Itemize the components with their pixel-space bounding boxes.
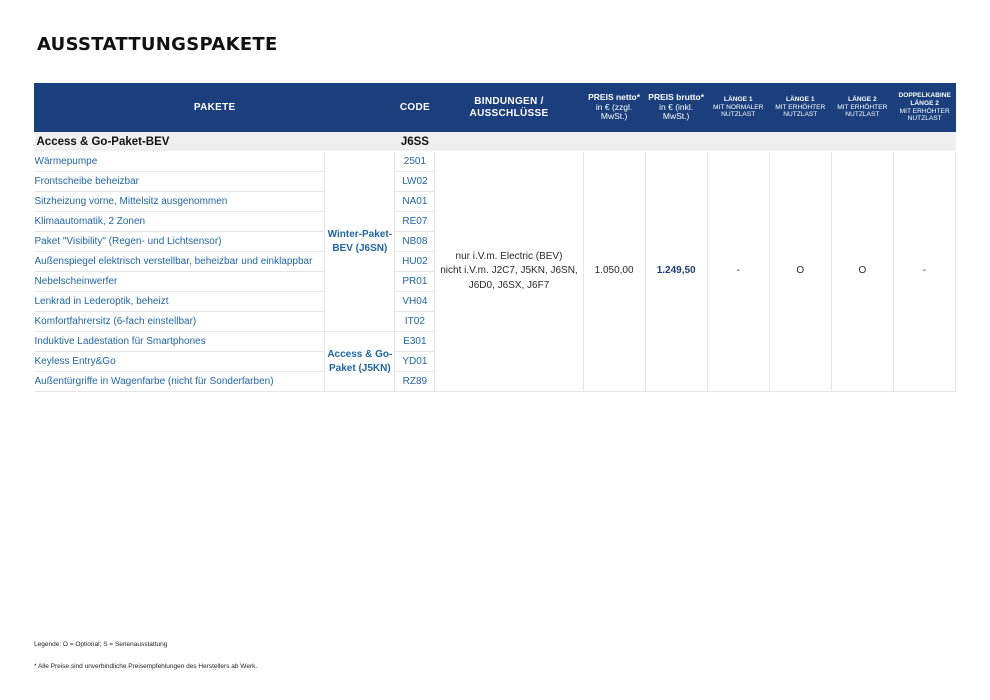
item-label: Außentürgriffe in Wagenfarbe (nicht für Sonderfarben) [35, 372, 325, 392]
header-pakete: PAKETE [35, 83, 395, 132]
header-laenge1-normal-title: LÄNGE 1 [723, 96, 753, 104]
item-code: HU02 [395, 252, 435, 272]
header-laenge1-normal [707, 83, 769, 132]
header-laenge2-erhoeht-sub: MIT ERHÖHTER NUTZLAST [837, 103, 888, 119]
item-label: Wärmepumpe [35, 152, 325, 172]
item-code: PR01 [395, 272, 435, 292]
header-code: CODE [395, 83, 435, 132]
table-header-row [35, 83, 956, 132]
item-code: NB08 [395, 232, 435, 252]
subpackage-access: Access & Go-Paket (J5KN) [325, 332, 395, 392]
header-preis-brutto-title: PREIS brutto* [648, 91, 705, 102]
header-doppelkabine [893, 83, 955, 132]
header-bindungen: BINDUNGEN / AUSSCHLÜSSE [435, 83, 583, 132]
header-preis-netto-sub: in € (zzgl. MwSt.) [595, 101, 633, 122]
bindungen-line-2: nicht i.V.m. J2C7, J5KN, J6SN, J6D0, J6SX, J6F7 [440, 265, 578, 291]
preis-netto-cell: 1.050,00 [583, 152, 645, 392]
item-code: IT02 [395, 312, 435, 332]
item-label: Außenspiegel elektrisch verstellbar, beheizbar und einklappbar [35, 252, 325, 272]
item-label: Sitzheizung vorne, Mittelsitz ausgenommen [35, 192, 325, 212]
header-laenge1-erhoeht-title: LÄNGE 1 [785, 96, 815, 104]
laenge1-normal-cell: - [707, 152, 769, 392]
package-group-code: J6SS [395, 132, 435, 152]
header-laenge1-erhoeht [769, 83, 831, 132]
header-doppelkabine-title: DOPPELKABINE LÄNGE 2 [898, 92, 951, 107]
header-laenge2-erhoeht [831, 83, 893, 132]
item-label: Paket "Visibility" (Regen- und Lichtsensor) [35, 232, 325, 252]
item-code: VH04 [395, 292, 435, 312]
item-code: RE07 [395, 212, 435, 232]
subpackage-winter: Winter-Paket-BEV (J6SN) [325, 152, 395, 332]
header-doppelkabine-sub: MIT ERHÖHTER NUTZLAST [899, 107, 950, 123]
laenge2-erhoeht-cell: O [831, 152, 893, 392]
header-preis-brutto [645, 83, 707, 132]
header-preis-netto [583, 83, 645, 132]
legend-footnote: Legende: O = Optional; S = Serienausstattung [34, 641, 168, 648]
laenge1-erhoeht-cell: O [769, 152, 831, 392]
table-row [35, 152, 956, 172]
equipment-packages-table [34, 83, 956, 392]
header-laenge1-normal-sub: MIT NORMALER NUTZLAST [713, 103, 764, 119]
header-preis-brutto-sub: in € (inkl. MwSt.) [659, 101, 694, 122]
doppelkabine-cell: - [893, 152, 955, 392]
item-code: RZ89 [395, 372, 435, 392]
page-title: AUSSTATTUNGSPAKETE [37, 34, 278, 55]
preis-brutto-cell: 1.249,50 [645, 152, 707, 392]
package-group-spacer [435, 132, 956, 152]
bindungen-line-1: nur i.V.m. Electric (BEV) [455, 250, 563, 262]
bindungen-cell [435, 152, 583, 392]
package-group-name: Access & Go-Paket-BEV [35, 132, 395, 152]
item-code: LW02 [395, 172, 435, 192]
item-label: Frontscheibe beheizbar [35, 172, 325, 192]
package-group-row [35, 132, 956, 152]
price-footnote: * Alle Preise sind unverbindliche Preisempfehlungen des Herstellers ab Werk. [34, 663, 258, 670]
item-code: YD01 [395, 352, 435, 372]
header-laenge2-erhoeht-title: LÄNGE 2 [848, 96, 877, 104]
item-label: Keyless Entry&Go [35, 352, 325, 372]
item-label: Komfortfahrersitz (6-fach einstellbar) [35, 312, 325, 332]
item-code: E301 [395, 332, 435, 352]
header-laenge1-erhoeht-sub: MIT ERHÖHTER NUTZLAST [775, 103, 826, 119]
item-label: Lenkrad in Lederoptik, beheizt [35, 292, 325, 312]
item-label: Induktive Ladestation für Smartphones [35, 332, 325, 352]
item-label: Nebelscheinwerfer [35, 272, 325, 292]
item-code: 2501 [395, 152, 435, 172]
header-preis-netto-title: PREIS netto* [588, 91, 641, 102]
item-label: Klimaautomatik, 2 Zonen [35, 212, 325, 232]
item-code: NA01 [395, 192, 435, 212]
